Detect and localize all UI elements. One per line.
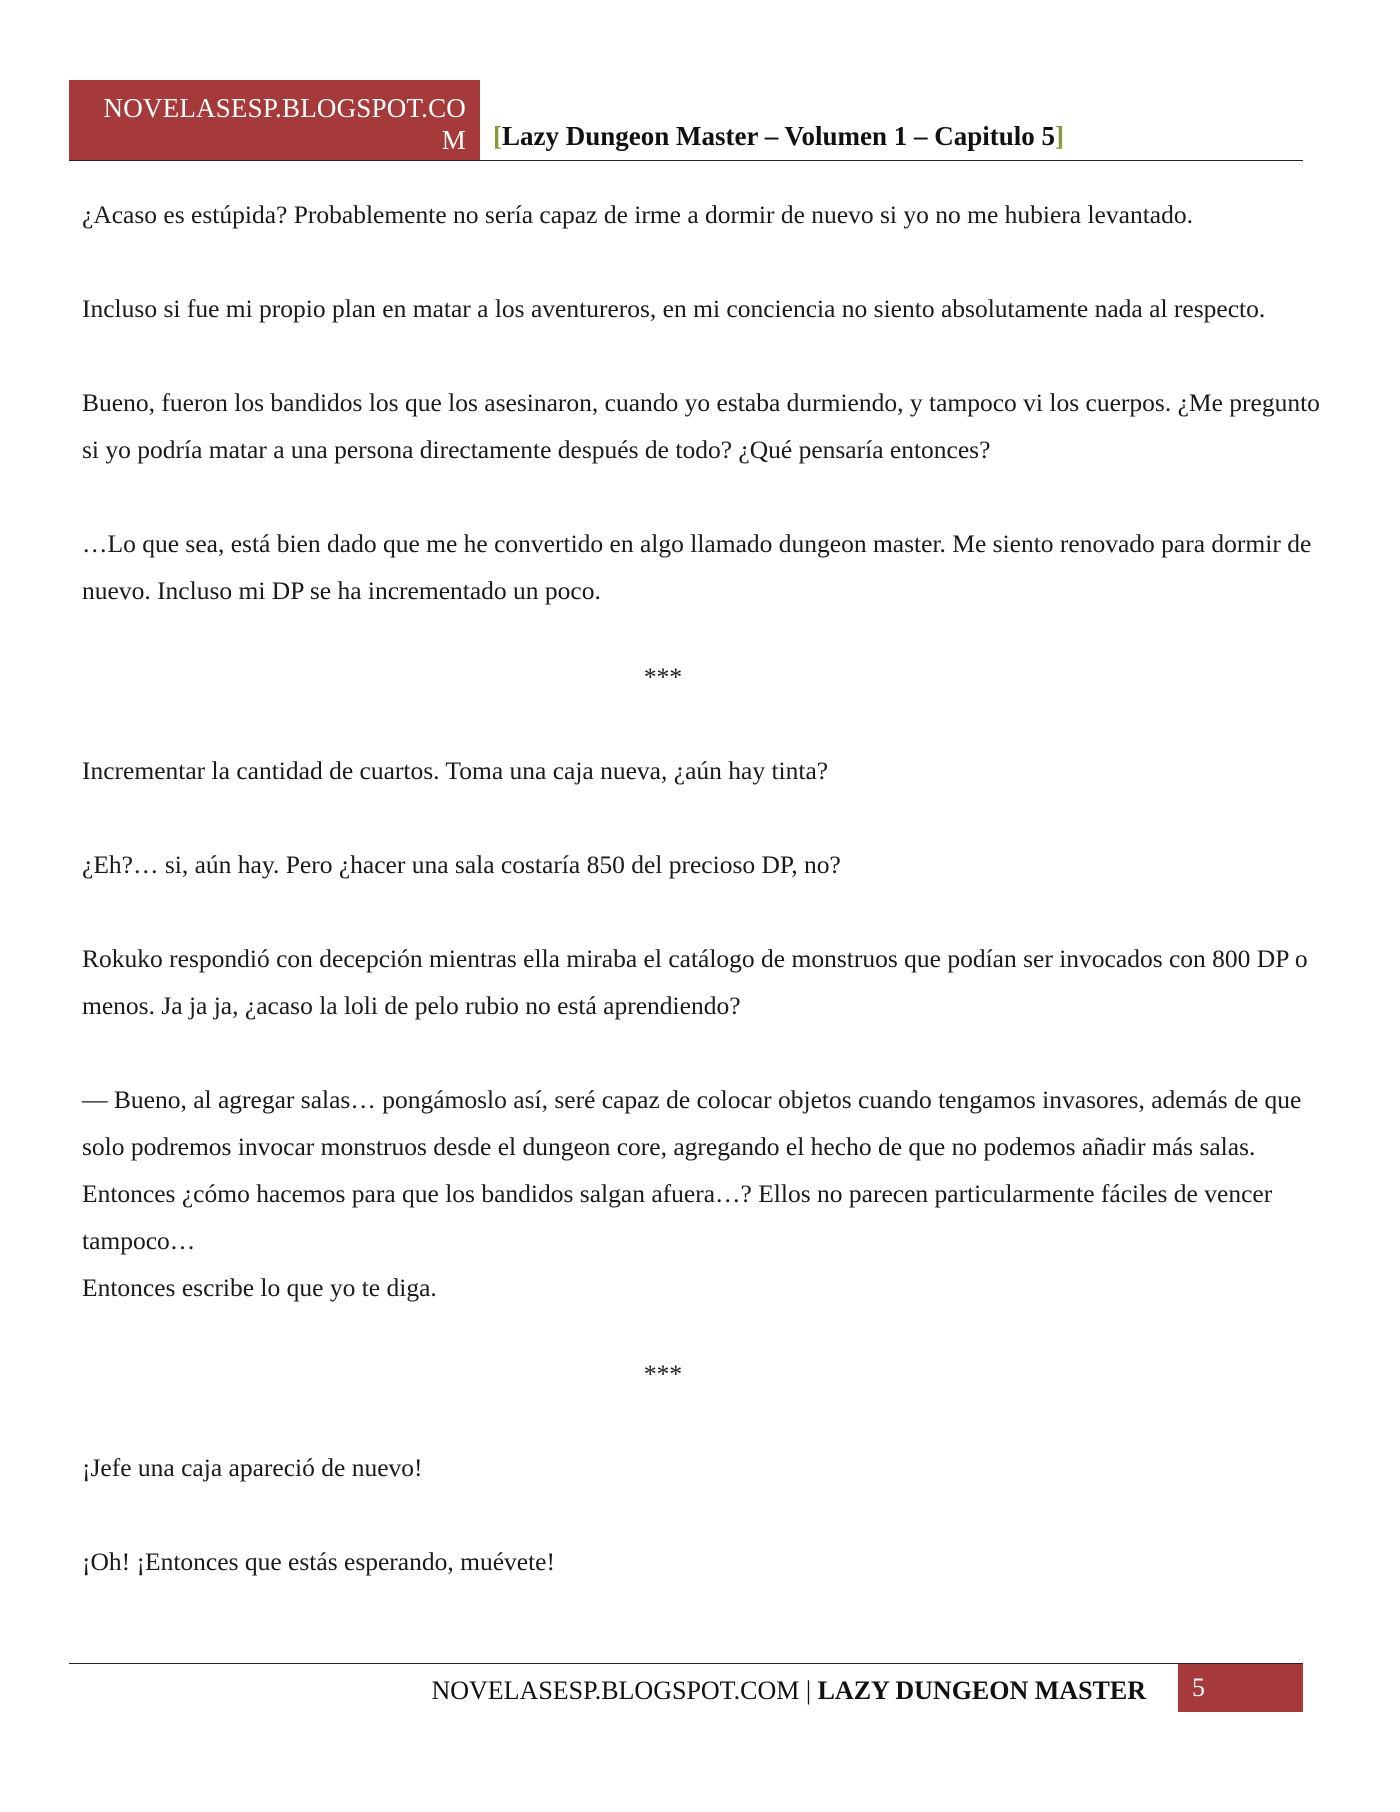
title-bracket-open: [ — [493, 121, 502, 151]
header-divider — [69, 160, 1303, 161]
paragraph: Incrementar la cantidad de cuartos. Toma una caja nueva, ¿aún hay tinta? — [82, 756, 829, 785]
page-number-box — [1178, 1664, 1303, 1712]
page-body — [82, 191, 1322, 1632]
paragraph: ¡Oh! ¡Entonces que estás esperando, muévete! — [82, 1547, 555, 1576]
paragraph: ¿Acaso es estúpida? Probablemente no sería capaz de irme a dormir de nuevo si yo no me hubiera levantado. — [82, 200, 1193, 229]
scene-separator: *** — [643, 662, 683, 691]
footer-caption — [431, 1675, 1146, 1707]
footer-divider — [69, 1663, 1303, 1664]
paragraph: ¿Eh?… si, aún hay. Pero ¿hacer una sala costaría 850 del precioso DP, no? — [82, 850, 841, 879]
paragraph: …Lo que sea, está bien dado que me he convertido en algo llamado dungeon master. Me siento renovado para dormir de nuevo. Incluso mi DP se ha incrementado un poco. — [82, 529, 1312, 605]
header-site-name: NOVELASESP.BLOGSPOT.COM — [103, 93, 466, 155]
footer-site-name: NOVELASESP.BLOGSPOT.COM — [431, 1676, 800, 1705]
scene-separator: *** — [643, 1359, 683, 1388]
footer-book-title: LAZY DUNGEON MASTER — [817, 1676, 1146, 1705]
paragraph: — Bueno, al agregar salas… pongámoslo así, seré capaz de colocar objetos cuando tengamos invasores, además de que solo podremos invocar monstruos desde el dungeon core, agregando el hecho de que no podemos añadir más salas. Entonces ¿cómo hacemos para que los bandidos salgan afuera…? Ellos no parecen particularmente fáciles de vencer tampoco… — [82, 1085, 1302, 1255]
page-number: 5 — [1192, 1673, 1205, 1702]
paragraph: Rokuko respondió con decepción mientras ella miraba el catálogo de monstruos que podían ser invocados con 800 DP o menos. Ja ja ja, ¿acaso la loli de pelo rubio no está aprendiendo? — [82, 944, 1308, 1020]
title-bracket-close: ] — [1055, 121, 1065, 151]
chapter-title-text: Lazy Dungeon Master – Volumen 1 – Capitulo 5 — [502, 121, 1056, 151]
header-site-band — [69, 80, 480, 161]
footer-separator: | — [799, 1676, 818, 1705]
paragraph: Incluso si fue mi propio plan en matar a los aventureros, en mi conciencia no siento absolutamente nada al respecto. — [82, 294, 1266, 323]
header-chapter-title — [493, 120, 1064, 152]
paragraph: ¡Jefe una caja apareció de nuevo! — [82, 1453, 423, 1482]
paragraph: Bueno, fueron los bandidos los que los asesinaron, cuando yo estaba durmiendo, y tampoco vi los cuerpos. ¿Me pregunto si yo podría matar a una persona directamente después de todo? ¿Qué pensaría entonces? — [82, 388, 1320, 464]
paragraph: Entonces escribe lo que yo te diga. — [82, 1273, 437, 1302]
